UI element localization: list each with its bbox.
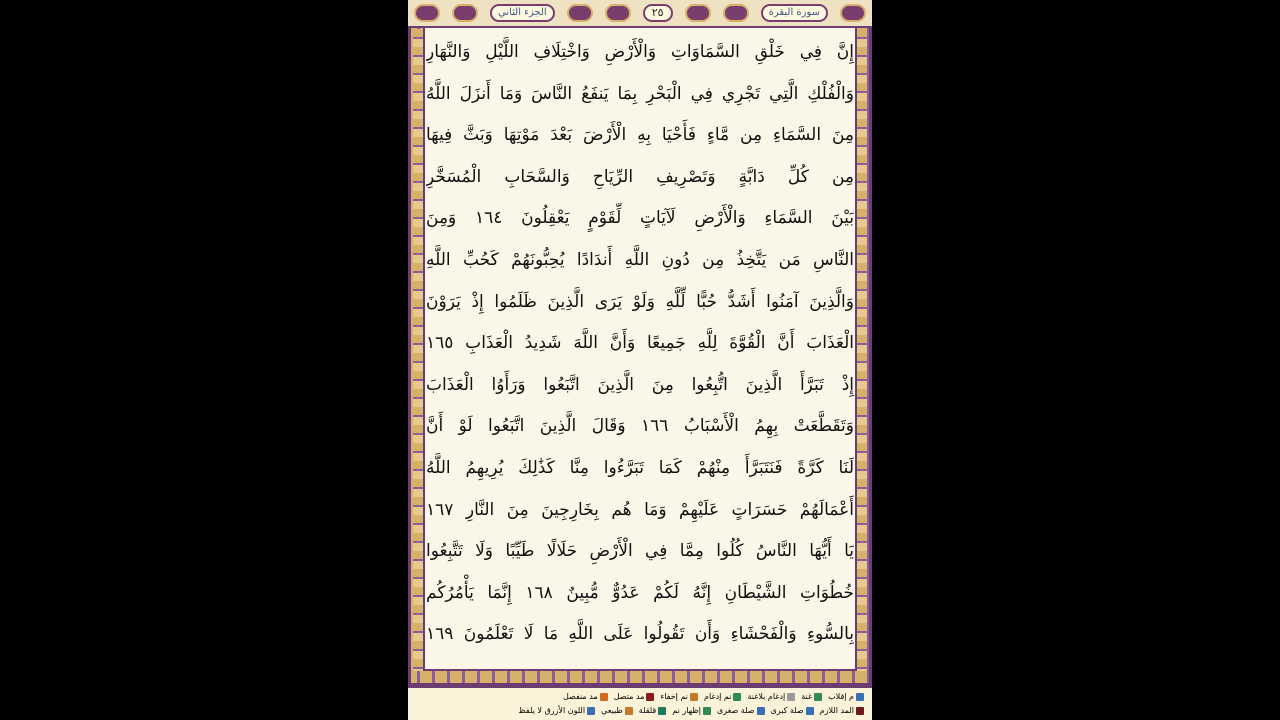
page-header xyxy=(408,0,872,28)
legend-swatch-icon xyxy=(806,707,814,715)
header-ornament-icon xyxy=(567,4,593,22)
legend-swatch-icon xyxy=(856,707,864,715)
legend-item xyxy=(639,704,666,718)
legend-swatch-icon xyxy=(646,693,654,701)
header-ornament-icon xyxy=(452,4,478,22)
right-border-ornament xyxy=(857,29,867,671)
verse-line: وَتَقَطَّعَتْ بِهِمُ الْأَسْبَابُ ١٦٦ وَقَالَ الَّذِينَ اتَّبَعُوا لَوْ أَنَّ xyxy=(426,416,854,437)
verse-line: الْعَذَابَ أَنَّ الْقُوَّةَ لِلَّهِ جَمِيعًا وَأَنَّ اللَّهَ شَدِيدُ الْعَذَابِ ١٦٥ xyxy=(426,333,854,354)
legend-label: غنة xyxy=(801,692,813,701)
legend-label: قلقلة xyxy=(638,706,657,715)
verse-line: مِن كُلِّ دَابَّةٍ وَتَصْرِيفِ الرِّيَاحِ وَالسَّحَابِ الْمُسَخَّرِ xyxy=(426,166,854,187)
legend-swatch-icon xyxy=(625,707,633,715)
juz-label: الجزء الثاني xyxy=(490,4,555,22)
verse-line: بِالسُّوءِ وَالْفَحْشَاءِ وَأَن تَقُولُوا عَلَى اللَّهِ مَا لَا تَعْلَمُونَ ١٦٩ xyxy=(426,624,854,645)
mushaf-page xyxy=(408,0,872,720)
header-ornament-icon xyxy=(414,4,440,22)
verse-line: يَا أَيُّهَا النَّاسُ كُلُوا مِمَّا فِي الْأَرْضِ حَلَالًا طَيِّبًا وَلَا تَتَّبِعُوا xyxy=(426,541,854,562)
verse-line: مِنَ السَّمَاءِ مِن مَّاءٍ فَأَحْيَا بِهِ الْأَرْضَ بَعْدَ مَوْتِهَا وَبَثَّ فِيهَا xyxy=(426,125,854,146)
legend-label: صلة كبرى xyxy=(770,706,804,715)
legend-label: صلة صغرى xyxy=(716,706,755,715)
legend-label: إدغام بلاغنة xyxy=(747,692,786,701)
legend-label: طبيعي xyxy=(601,706,623,715)
header-ornament-icon xyxy=(840,4,866,22)
legend-swatch-icon xyxy=(587,707,595,715)
legend-item xyxy=(820,704,864,718)
legend-item xyxy=(518,704,595,718)
verse-line: خُطُوَاتِ الشَّيْطَانِ إِنَّهُ لَكُمْ عَدُوٌّ مُّبِينٌ ١٦٨ إِنَّمَا يَأْمُرُكُم xyxy=(426,582,854,603)
legend-item xyxy=(828,690,864,704)
legend-item xyxy=(614,690,655,704)
legend-row xyxy=(416,704,864,718)
legend-swatch-icon xyxy=(703,707,711,715)
verse-line: وَالَّذِينَ آمَنُوا أَشَدُّ حُبًّا لِّلَّهِ وَلَوْ يَرَى الَّذِينَ ظَلَمُوا إِذْ يَرَوْنَ xyxy=(426,291,854,312)
legend-label: م إقلاب xyxy=(828,692,854,701)
legend-item xyxy=(660,690,698,704)
surah-label: سورة البقرة xyxy=(761,4,828,22)
legend-item xyxy=(601,704,633,718)
verse-line: وَالْفُلْكِ الَّتِي تَجْرِي فِي الْبَحْرِ بِمَا يَنفَعُ النَّاسَ وَمَا أَنزَلَ اللَّهُ xyxy=(426,83,854,104)
legend-label: إظهار نم xyxy=(672,706,701,715)
left-border-ornament xyxy=(413,29,423,671)
legend-swatch-icon xyxy=(600,693,608,701)
legend-item xyxy=(801,690,822,704)
legend-swatch-icon xyxy=(690,693,698,701)
legend-swatch-icon xyxy=(856,693,864,701)
header-ornament-icon xyxy=(723,4,749,22)
legend-swatch-icon xyxy=(733,693,741,701)
legend-swatch-icon xyxy=(814,693,822,701)
legend-label: نم إخفاء xyxy=(660,692,688,701)
legend-row xyxy=(416,690,864,704)
header-ornament-icon xyxy=(605,4,631,22)
legend-swatch-icon xyxy=(658,707,666,715)
legend-label: المد اللازم xyxy=(819,706,854,715)
tajweed-legend xyxy=(408,686,872,720)
verse-line: لَنَا كَرَّةً فَنَتَبَرَّأَ مِنْهُمْ كَمَا تَبَرَّءُوا مِنَّا كَذَٰلِكَ يُرِيهِمُ اللَّهُ xyxy=(426,457,854,478)
verse-line: أَعْمَالَهُمْ حَسَرَاتٍ عَلَيْهِمْ وَمَا هُم بِخَارِجِينَ مِنَ النَّارِ ١٦٧ xyxy=(426,499,854,520)
legend-item xyxy=(672,704,711,718)
verse-line: النَّاسِ مَن يَتَّخِذُ مِن دُونِ اللَّهِ أَندَادًا يُحِبُّونَهُمْ كَحُبِّ اللَّهِ xyxy=(426,249,854,270)
legend-label: نم إدغام xyxy=(704,692,732,701)
verse-line: إِنَّ فِي خَلْقِ السَّمَاوَاتِ وَالْأَرْضِ وَاخْتِلَافِ اللَّيْلِ وَالنَّهَارِ xyxy=(426,42,854,62)
legend-label: مد متصل xyxy=(613,692,645,701)
legend-swatch-icon xyxy=(787,693,795,701)
verse-line: إِذْ تَبَرَّأَ الَّذِينَ اتُّبِعُوا مِنَ الَّذِينَ اتَّبَعُوا وَرَأَوُا الْعَذَابَ xyxy=(426,374,854,395)
legend-swatch-icon xyxy=(757,707,765,715)
verse-line: بَيْنَ السَّمَاءِ وَالْأَرْضِ لَآيَاتٍ لِّقَوْمٍ يَعْقِلُونَ ١٦٤ وَمِنَ xyxy=(426,208,854,229)
page-number: ٢٥ xyxy=(643,4,673,22)
header-ornament-icon xyxy=(685,4,711,22)
legend-item xyxy=(717,704,765,718)
legend-label: مد منفصل xyxy=(562,692,598,701)
verse-text-block xyxy=(426,32,854,680)
legend-item xyxy=(704,690,741,704)
legend-label: اللون الأزرق لا يلفظ xyxy=(518,706,586,715)
legend-item xyxy=(563,690,608,704)
legend-item xyxy=(771,704,814,718)
legend-item xyxy=(747,690,795,704)
